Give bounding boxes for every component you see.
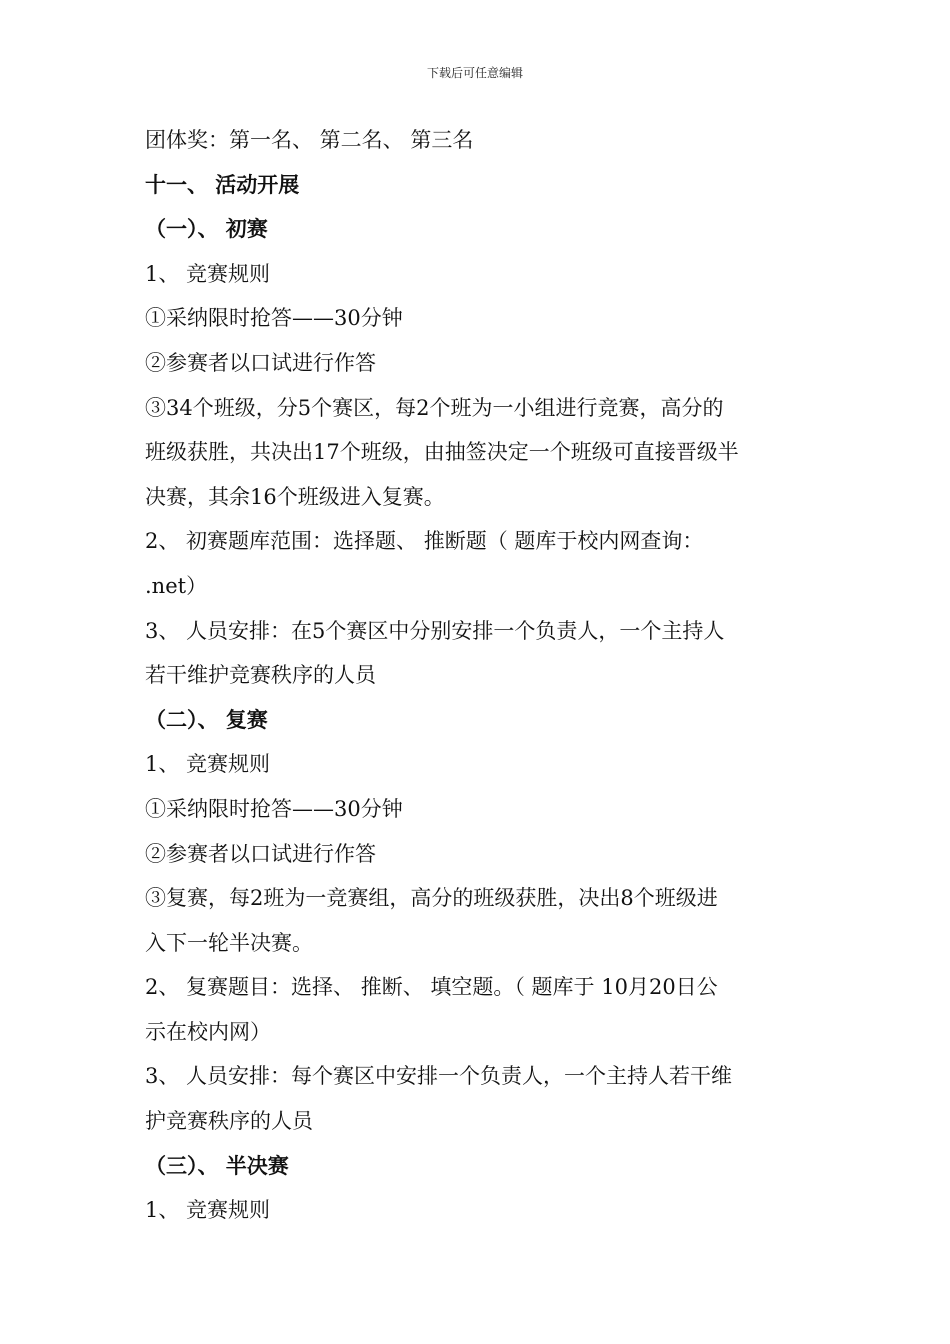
paragraph-line: 决赛，其余16个班级进入复赛。 (145, 484, 445, 509)
document-body (145, 118, 810, 1233)
subsection-heading: （二）、 复赛 (145, 706, 268, 732)
page-header: 下载后可任意编辑 (426, 66, 523, 80)
paragraph-line: 入下一轮半决赛。 (145, 930, 313, 955)
paragraph-line: 1、 竞赛规则 (145, 261, 271, 286)
paragraph-line: ①采纳限时抢答——30分钟 (145, 306, 403, 331)
paragraph-line: 3、 人员安排：在5个赛区中分别安排一个负责人，一个主持人 (145, 618, 725, 643)
paragraph-line: ②参赛者以口试进行作答 (145, 841, 376, 866)
paragraph-line: 2、 复赛题目：选择、 推断、 填空题。（ 题库于 10月20日公 (145, 975, 718, 1000)
paragraph-line: 班级获胜，共决出17个班级，由抽签决定一个班级可直接晋级半 (145, 440, 739, 465)
paragraph-line: 1、 竞赛规则 (145, 752, 271, 777)
section-heading: 十一、 活动开展 (145, 171, 300, 197)
paragraph-line: ③34个班级，分5个赛区，每2个班为一小组进行竞赛，高分的 (145, 395, 724, 420)
subsection-heading: （三）、 半决赛 (145, 1152, 289, 1178)
paragraph-line: ①采纳限时抢答——30分钟 (145, 796, 403, 821)
paragraph-line: 2、 初赛题库范围：选择题、 推断题（ 题库于校内网查询： (145, 529, 704, 554)
paragraph-line: .net） (145, 573, 208, 598)
award-line: 团体奖：第一名、 第二名、 第三名 (145, 128, 474, 152)
paragraph-line: ③复赛，每2班为一竞赛组，高分的班级获胜，决出8个班级进 (145, 886, 718, 911)
paragraph-line: 若干维护竞赛秩序的人员 (145, 663, 376, 688)
paragraph-line: 示在校内网） (145, 1019, 271, 1044)
paragraph-line: 3、 人员安排：每个赛区中安排一个负责人，一个主持人若干维 (145, 1064, 733, 1089)
paragraph-line: ②参赛者以口试进行作答 (145, 350, 376, 375)
paragraph-line: 1、 竞赛规则 (145, 1198, 271, 1223)
subsection-heading: （一）、 初赛 (145, 216, 268, 242)
paragraph-line: 护竞赛秩序的人员 (145, 1109, 313, 1134)
